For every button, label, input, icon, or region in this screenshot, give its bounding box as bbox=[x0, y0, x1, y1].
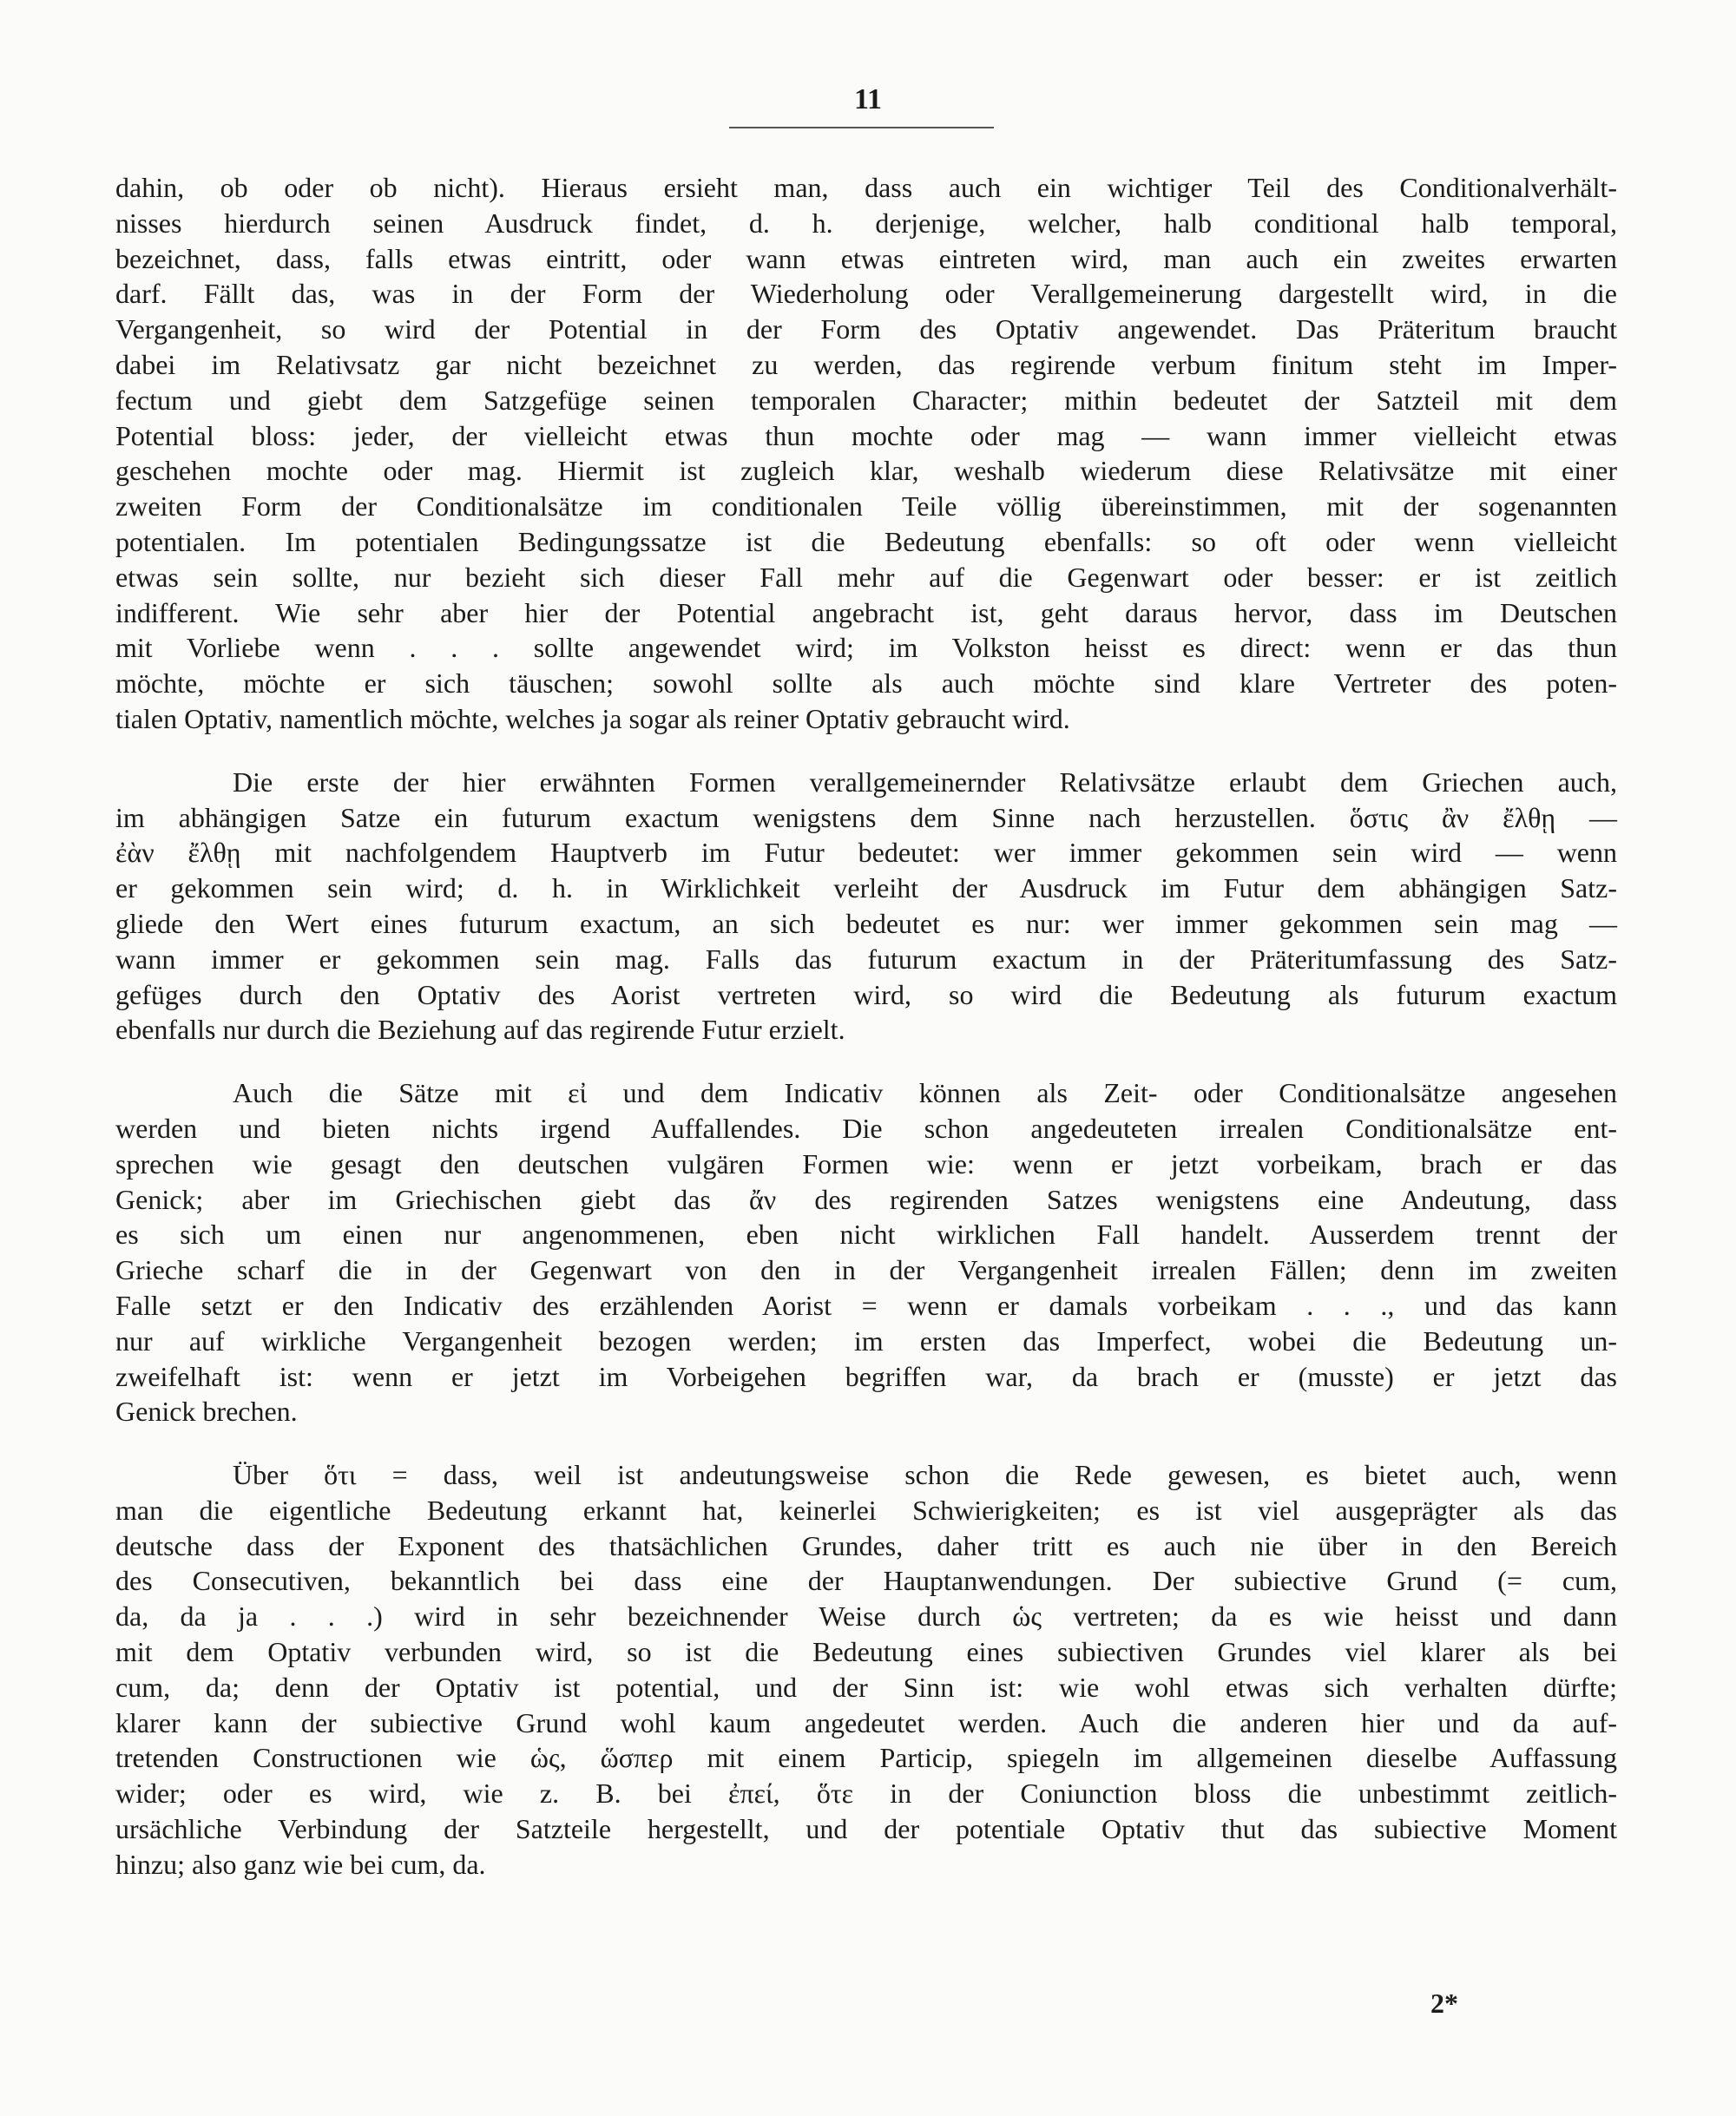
text-line: cum, da; denn der Optativ ist potential, und der Sinn ist: wie wohl etwas sich verhalten dürfte; bbox=[115, 1671, 1617, 1703]
text-line: gliede den Wert eines futurum exactum, an sich bedeutet es nur: wer immer gekommen sein mag — bbox=[115, 907, 1617, 939]
body-text bbox=[115, 170, 1617, 1883]
text-line: Die erste der hier erwähnten Formen verallgemeinernder Relativsätze erlaubt dem Griechen auch, bbox=[233, 766, 1617, 798]
text-line: potentialen. Im potentialen Bedingungssatze ist die Bedeutung ebenfalls: so oft oder wenn vielleicht bbox=[115, 525, 1617, 557]
text-line: zweifelhaft ist: wenn er jetzt im Vorbeigehen begriffen war, da brach er (musste) er jetzt das bbox=[115, 1360, 1617, 1392]
text-line: etwas sein sollte, nur bezieht sich dieser Fall mehr auf die Gegenwart oder besser: er ist zeitlich bbox=[115, 561, 1617, 593]
text-line: möchte, möchte er sich täuschen; sowohl sollte als auch möchte sind klare Vertreter des poten- bbox=[115, 667, 1617, 700]
text-line: tretenden Constructionen wie ὡς, ὥσπερ mit einem Particip, spiegeln im allgemeinen dieselbe Auffassung bbox=[115, 1742, 1617, 1774]
text-line: des Consecutiven, bekanntlich bei dass eine der Hauptanwendungen. Der subiective Grund (= cum, bbox=[115, 1565, 1617, 1597]
text-line: nisses hierdurch seinen Ausdruck findet, d. h. derjenige, welcher, halb conditional halb temporal, bbox=[115, 207, 1617, 239]
text-line: hinzu; also ganz wie bei cum, da. bbox=[115, 1848, 486, 1880]
text-line: ἐὰν ἔλθῃ mit nachfolgendem Hauptverb im Futur bedeutet: wer immer gekommen sein wird — wenn bbox=[115, 837, 1617, 869]
paragraph-gap bbox=[115, 1048, 1617, 1075]
paragraph-4 bbox=[115, 1457, 1617, 1883]
header-rule bbox=[729, 127, 994, 128]
page-number: 11 bbox=[853, 83, 883, 115]
text-line: dabei im Relativsatz gar nicht bezeichnet zu werden, das regirende verbum finitum steht im Imper- bbox=[115, 348, 1617, 380]
text-line: Grieche scharf die in der Gegenwart von den in der Vergangenheit irrealen Fällen; denn im zweiten bbox=[115, 1254, 1617, 1286]
text-line: dahin, ob oder ob nicht). Hieraus ersieht man, dass auch ein wichtiger Teil des Conditionalverhält- bbox=[115, 172, 1617, 203]
text-line: wann immer er gekommen sein mag. Falls das futurum exactum in der Präteritumfassung des Satz- bbox=[115, 943, 1617, 975]
text-line: wider; oder es wird, wie z. B. bei ἐπεί, ὅτε in der Coniunction bloss die unbestimmt zeitlich- bbox=[115, 1778, 1617, 1810]
signature-mark: 2* bbox=[1430, 1988, 1458, 2019]
text-line: nur auf wirkliche Vergangenheit bezogen werden; im ersten das Imperfect, wobei die Bedeutung un- bbox=[115, 1324, 1617, 1357]
text-line: Auch die Sätze mit εἰ und dem Indicativ können als Zeit- oder Conditionalsätze angesehen bbox=[233, 1077, 1617, 1109]
text-line: im abhängigen Satze ein futurum exactum wenigstens dem Sinne nach herzustellen. ὅστις ἂν ἔλθῃ — bbox=[115, 801, 1617, 833]
paragraph-2 bbox=[115, 765, 1617, 1048]
text-line: Falle setzt er den Indicativ des erzählenden Aorist = wenn er damals vorbeikam . . ., und das kann bbox=[115, 1289, 1617, 1321]
text-line: darf. Fällt das, was in der Form der Wiederholung oder Verallgemeinerung dargestellt wird, in die bbox=[115, 278, 1617, 310]
text-line: sprechen wie gesagt den deutschen vulgären Formen wie: wenn er jetzt vorbeikam, brach er das bbox=[115, 1147, 1617, 1180]
text-line: indifferent. Wie sehr aber hier der Potential angebracht ist, geht daraus hervor, dass im Deutschen bbox=[115, 596, 1617, 628]
paragraph-gap bbox=[115, 737, 1617, 765]
text-line: bezeichnet, dass, falls etwas eintritt, oder wann etwas eintreten wird, man auch ein zweites erwarten bbox=[115, 242, 1617, 274]
text-line: da, da ja . . .) wird in sehr bezeichnender Weise durch ὡς vertreten; da es wie heisst und dann bbox=[115, 1600, 1617, 1633]
text-line: deutsche dass der Exponent des thatsächlichen Grundes, daher tritt es auch nie über in den Bereich bbox=[115, 1529, 1617, 1561]
text-line: Potential bloss: jeder, der vielleicht etwas thun mochte oder mag — wann immer vielleicht etwas bbox=[115, 419, 1617, 451]
text-line: Genick brechen. bbox=[115, 1396, 298, 1428]
text-line: klarer kann der subiective Grund wohl kaum angedeutet werden. Auch die anderen hier und da auf- bbox=[115, 1706, 1617, 1738]
text-line: zweiten Form der Conditionalsätze im conditionalen Teile völlig übereinstimmen, mit der sogenannten bbox=[115, 490, 1617, 522]
text-line: man die eigentliche Bedeutung erkannt hat, keinerlei Schwierigkeiten; es ist viel ausgeprägter als das bbox=[115, 1494, 1617, 1526]
text-line: Genick; aber im Griechischen giebt das ἄν des regirenden Satzes wenigstens eine Andeutung, dass bbox=[115, 1183, 1617, 1215]
paragraph-gap bbox=[115, 1429, 1617, 1457]
text-line: es sich um einen nur angenommenen, eben nicht wirklichen Fall handelt. Ausserdem trennt der bbox=[115, 1219, 1617, 1251]
paragraph-1 bbox=[115, 170, 1617, 737]
text-line: werden und bieten nichts irgend Auffallendes. Die schon angedeuteten irrealen Conditionalsätze ent- bbox=[115, 1112, 1617, 1144]
text-line: er gekommen sein wird; d. h. in Wirklichkeit verleiht der Ausdruck im Futur dem abhängigen Satz- bbox=[115, 872, 1617, 904]
text-line: ursächliche Verbindung der Satzteile hergestellt, und der potentiale Optativ thut das subiective Moment bbox=[115, 1813, 1617, 1845]
text-line: fectum und giebt dem Satzgefüge seinen temporalen Character; mithin bedeutet der Satzteil mit dem bbox=[115, 384, 1617, 416]
text-line: Über ὅτι = dass, weil ist andeutungsweise schon die Rede gewesen, es bietet auch, wenn bbox=[233, 1459, 1617, 1491]
text-line: geschehen mochte oder mag. Hiermit ist zugleich klar, weshalb wiederum diese Relativsätze mit einer bbox=[115, 455, 1617, 487]
paragraph-3 bbox=[115, 1075, 1617, 1429]
text-line: ebenfalls nur durch die Beziehung auf das regirende Futur erzielt. bbox=[115, 1014, 845, 1046]
text-line: tialen Optativ, namentlich möchte, welches ja sogar als reiner Optativ gebraucht wird. bbox=[115, 702, 1070, 734]
text-line: mit dem Optativ verbunden wird, so ist die Bedeutung eines subiectiven Grundes viel klarer als bei bbox=[115, 1636, 1617, 1668]
text-line: Vergangenheit, so wird der Potential in der Form des Optativ angewendet. Das Präteritum braucht bbox=[115, 313, 1617, 345]
text-line: gefüges durch den Optativ des Aorist vertreten wird, so wird die Bedeutung als futurum exactum bbox=[115, 978, 1617, 1010]
text-line: mit Vorliebe wenn . . . sollte angewendet wird; im Volkston heisst es direct: wenn er das thun bbox=[115, 632, 1617, 664]
